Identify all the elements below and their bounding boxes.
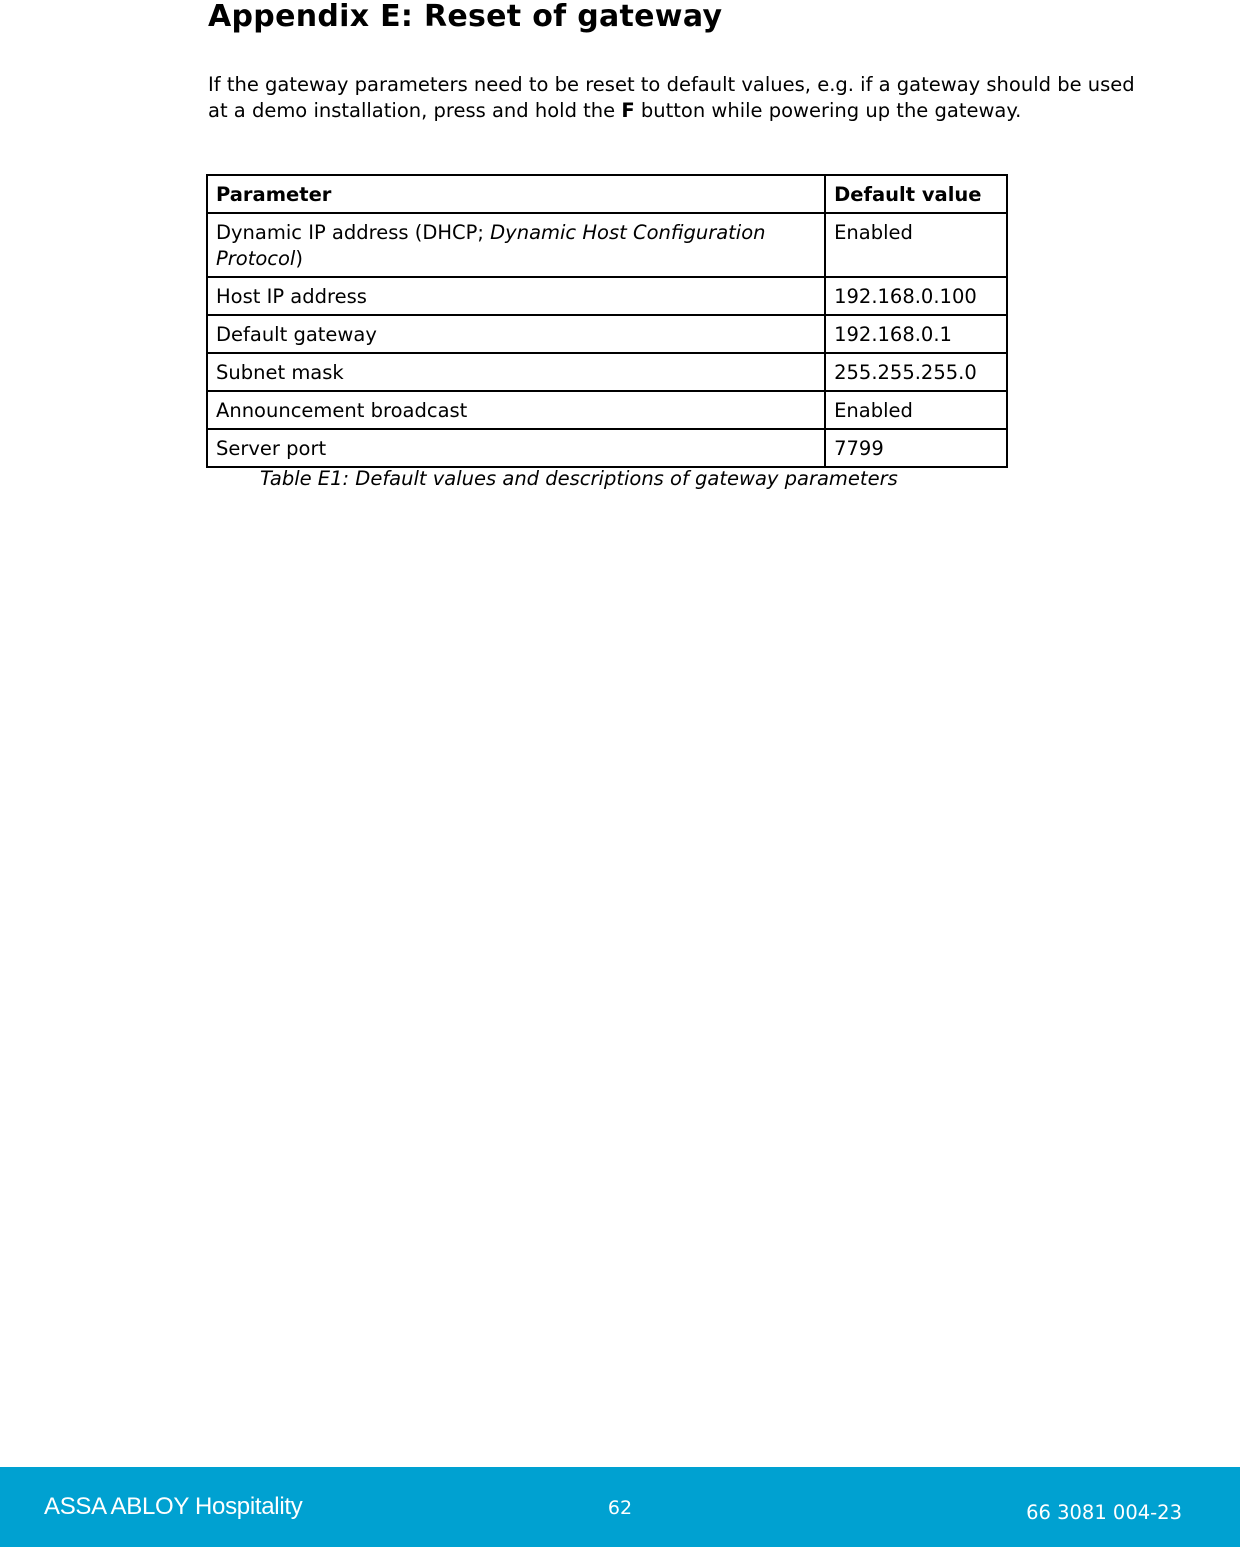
table-row bbox=[207, 391, 1007, 429]
parameter-cell: Host IP address bbox=[207, 277, 825, 315]
document-number: 66 3081 004-23 bbox=[1026, 1501, 1182, 1524]
table-row bbox=[207, 277, 1007, 315]
value-cell: 192.168.0.1 bbox=[825, 315, 1007, 353]
value-cell: Enabled bbox=[825, 391, 1007, 429]
parameter-cell: Announcement broadcast bbox=[207, 391, 825, 429]
header-parameter: Parameter bbox=[207, 175, 825, 213]
value-cell: Enabled bbox=[825, 213, 1007, 277]
value-cell: 192.168.0.100 bbox=[825, 277, 1007, 315]
table-caption: Table E1: Default values and descriptions of gateway parameters bbox=[260, 467, 898, 490]
table-row bbox=[207, 353, 1007, 391]
parameter-cell bbox=[207, 213, 825, 277]
table-row bbox=[207, 429, 1007, 467]
intro-text-end: button while powering up the gateway. bbox=[634, 99, 1022, 122]
parameter-text-suffix: ) bbox=[295, 247, 303, 270]
intro-text-start: If the gateway parameters need to be reset to default values, e.g. if a gateway should be used at a demo installation, press and hold the bbox=[208, 73, 1135, 122]
header-default-value: Default value bbox=[825, 175, 1007, 213]
table-header-row bbox=[207, 175, 1007, 213]
f-button-label: F bbox=[621, 99, 635, 122]
table-row bbox=[207, 315, 1007, 353]
gateway-parameters-table bbox=[206, 174, 1008, 468]
intro-paragraph bbox=[208, 72, 1138, 124]
parameter-italic-text: Dynamic Host Configuration Protocol bbox=[216, 221, 766, 270]
value-cell: 255.255.255.0 bbox=[825, 353, 1007, 391]
page-number: 62 bbox=[607, 1497, 633, 1519]
parameter-text: Dynamic IP address (DHCP; bbox=[216, 221, 491, 244]
table-row bbox=[207, 213, 1007, 277]
parameter-cell: Default gateway bbox=[207, 315, 825, 353]
parameter-cell: Subnet mask bbox=[207, 353, 825, 391]
value-cell: 7799 bbox=[825, 429, 1007, 467]
page-footer bbox=[0, 1467, 1240, 1547]
parameter-cell: Server port bbox=[207, 429, 825, 467]
footer-brand-logo: ASSA ABLOY Hospitality bbox=[44, 1493, 303, 1520]
page-title: Appendix E: Reset of gateway bbox=[208, 0, 723, 34]
